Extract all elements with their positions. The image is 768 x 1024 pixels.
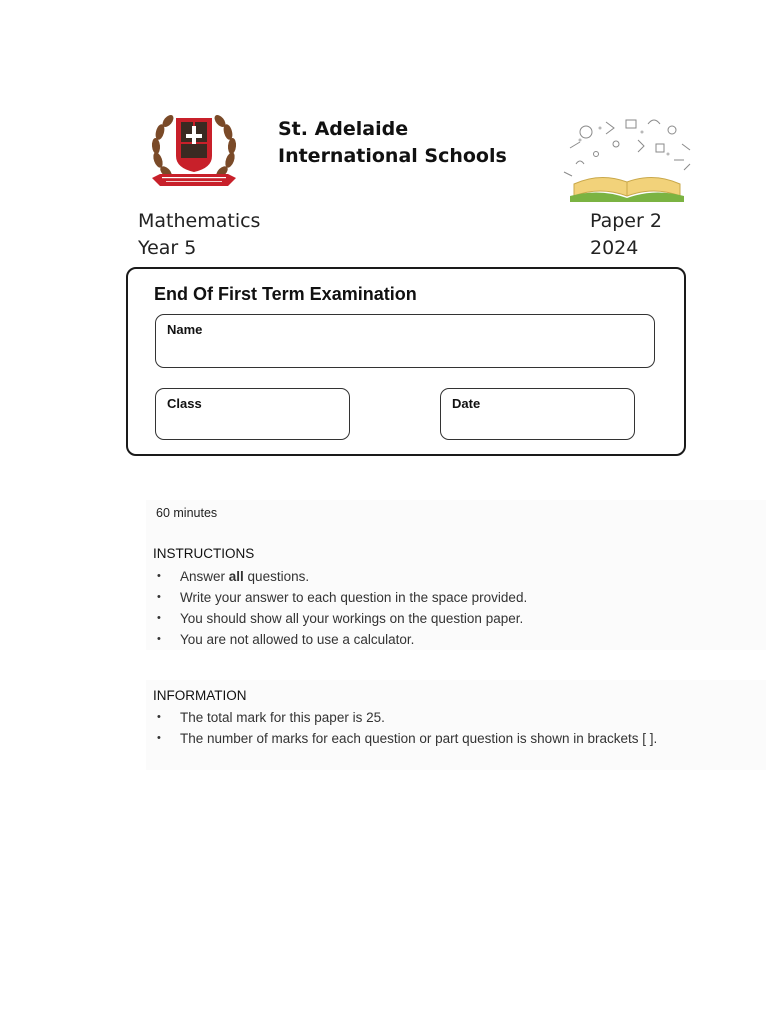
- paper-label: Paper 2: [590, 210, 662, 232]
- list-item: • The number of marks for each question or part question is shown in brackets [ ].: [153, 728, 657, 749]
- school-name: [278, 116, 507, 170]
- list-item: • You should show all your workings on the question paper.: [153, 608, 527, 629]
- list-item: • Write your answer to each question in the space provided.: [153, 587, 527, 608]
- information-heading: INFORMATION: [153, 688, 247, 703]
- paper-block: [590, 208, 662, 262]
- subject-year: Year 5: [138, 237, 197, 259]
- list-item: • You are not allowed to use a calculator.: [153, 629, 527, 650]
- school-name-line2: International Schools: [278, 145, 507, 167]
- exam-title: End Of First Term Examination: [154, 284, 417, 304]
- bullet-icon: •: [157, 570, 161, 582]
- class-field-label: Class: [167, 396, 202, 411]
- bullet-icon: •: [157, 612, 161, 624]
- exam-duration: 60 minutes: [156, 506, 218, 520]
- information-list: [153, 707, 657, 749]
- subject-block: [138, 208, 260, 262]
- bullet-icon: •: [157, 711, 161, 723]
- bullet-icon: •: [157, 732, 161, 744]
- school-crest-icon: [148, 112, 240, 194]
- date-field[interactable]: [440, 388, 635, 440]
- instructions-heading: INSTRUCTIONS: [153, 546, 255, 561]
- bullet-icon: •: [157, 633, 161, 645]
- name-field-label: Name: [167, 322, 203, 337]
- open-book-doodles-icon: [556, 114, 698, 206]
- date-field-label: Date: [452, 396, 481, 411]
- name-field[interactable]: [155, 314, 655, 368]
- class-field[interactable]: [155, 388, 350, 440]
- subject-name: Mathematics: [138, 210, 261, 232]
- list-item: • The total mark for this paper is 25.: [153, 707, 657, 728]
- paper-year: 2024: [590, 237, 639, 259]
- bullet-icon: •: [157, 591, 161, 603]
- school-name-line1: St. Adelaide: [278, 118, 409, 140]
- instructions-list: [153, 566, 527, 650]
- list-item: • Answer all questions.: [153, 566, 527, 587]
